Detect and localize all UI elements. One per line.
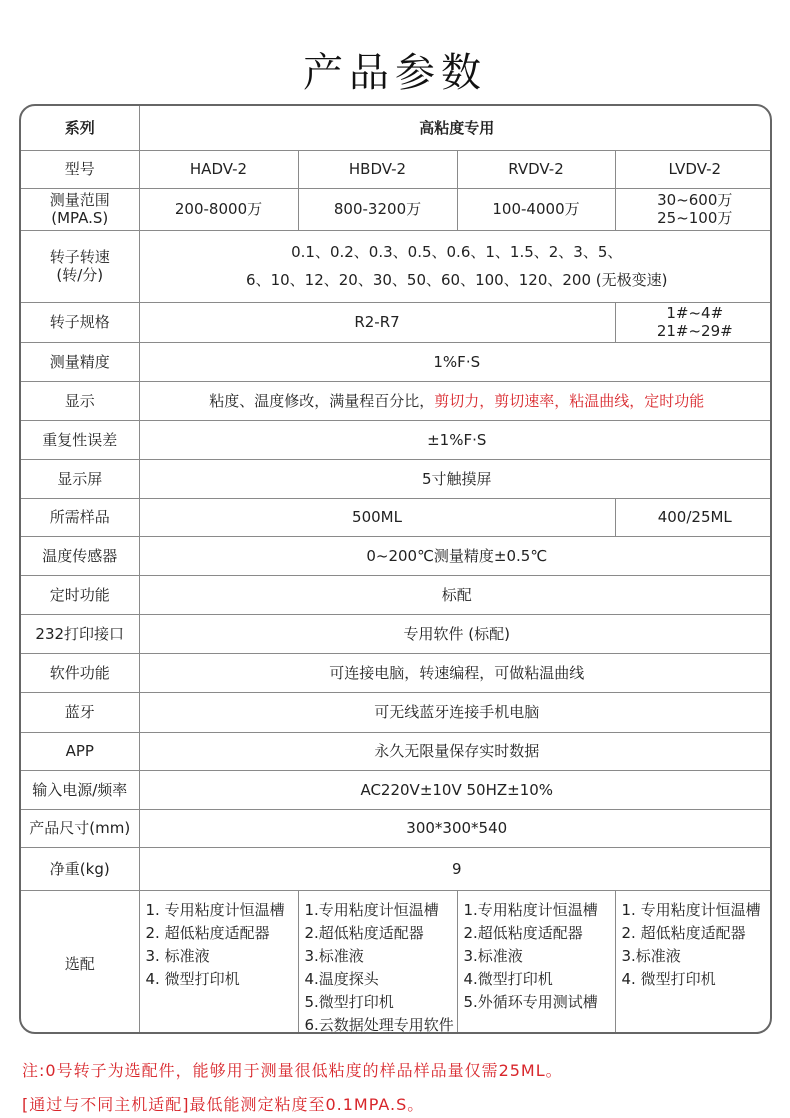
row-software [21,653,772,692]
row-weight [21,847,772,890]
power-value: AC220V±10V 50HZ±10% [139,770,772,809]
option-item: 4. 微型打印机 [621,969,716,988]
option-item: 1.专用粘度计恒温槽 [304,900,439,919]
size-label: 产品尺寸(mm) [21,809,139,847]
option-item: 1. 专用粘度计恒温槽 [145,900,285,919]
screen-value: 5寸触摸屏 [139,459,772,498]
range-label: 测量范围 (MPA.S) [21,188,139,230]
bluetooth-value: 可无线蓝牙连接手机电脑 [139,692,772,732]
accuracy-value: 1%F·S [139,342,772,381]
timer-value: 标配 [139,575,772,614]
rotor-lvdv: 1#~4# 21#~29# [615,302,772,342]
screen-label: 显示屏 [21,459,139,498]
parameter-table [19,104,772,1034]
row-power [21,770,772,809]
weight-value: 9 [139,847,772,890]
display-red-text: 剪切力，剪切速率，粘温曲线，定时功能 [434,391,705,410]
repeat-label: 重复性误差 [21,420,139,459]
row-rotor [21,302,772,342]
range-rvdv: 100-4000万 [457,188,615,230]
display-label: 显示 [21,381,139,420]
row-display [21,381,772,420]
model-lvdv: LVDV-2 [615,150,772,188]
app-label: APP [21,732,139,770]
option-item: 3.标准液 [463,946,523,965]
options-hadv [139,890,298,1034]
sample-value: 500ML [139,498,615,536]
row-print-port [21,614,772,653]
row-repeat [21,420,772,459]
option-item: 2.超低粘度适配器 [463,923,583,942]
row-model [21,150,772,188]
option-item: 3.标准液 [621,946,681,965]
options-hbdv [298,890,457,1034]
display-value [139,381,772,420]
software-label: 软件功能 [21,653,139,692]
timer-label: 定时功能 [21,575,139,614]
note-adapter: [通过与不同主机适配]最低能测定粘度至0.1MPA.S。 [22,1095,425,1114]
rotor-label: 转子规格 [21,302,139,342]
option-item: 6.云数据处理专用软件 [304,1015,454,1034]
option-item: 2. 超低粘度适配器 [145,923,270,942]
row-sample [21,498,772,536]
option-item: 3.标准液 [304,946,364,965]
size-value: 300*300*540 [139,809,772,847]
bluetooth-label: 蓝牙 [21,692,139,732]
row-temp-sensor [21,536,772,575]
row-options [21,890,772,1034]
row-size [21,809,772,847]
row-app [21,732,772,770]
sample-lvdv: 400/25ML [615,498,772,536]
software-value: 可连接电脑，转速编程，可做粘温曲线 [139,653,772,692]
option-item: 4.温度探头 [304,969,379,988]
temp-sensor-value: 0~200℃测量精度±0.5℃ [139,536,772,575]
options-label: 选配 [21,890,139,1034]
options-lvdv [615,890,772,1034]
option-item: 1.专用粘度计恒温槽 [463,900,598,919]
note-rotor-zero: 注:0号转子为选配件，能够用于测量很低粘度的样品样品量仅需25ML。 [22,1061,563,1080]
row-accuracy [21,342,772,381]
repeat-value: ±1%F·S [139,420,772,459]
range-hadv: 200-8000万 [139,188,298,230]
option-item: 3. 标准液 [145,946,210,965]
row-timer [21,575,772,614]
series-value: 高粘度专用 [139,106,772,150]
model-hbdv: HBDV-2 [298,150,457,188]
model-rvdv: RVDV-2 [457,150,615,188]
option-item: 2. 超低粘度适配器 [621,923,746,942]
option-item: 5.微型打印机 [304,992,394,1011]
print-port-label: 232打印接口 [21,614,139,653]
speed-value: 0.1、0.2、0.3、0.5、0.6、1、1.5、2、3、5、 6、10、12、20、30、50、60、100、120、200 (无极变速) [139,230,772,302]
options-rvdv [457,890,615,1034]
option-item: 4. 微型打印机 [145,969,240,988]
option-item: 4.微型打印机 [463,969,553,988]
option-item: 1. 专用粘度计恒温槽 [621,900,761,919]
option-item: 5.外循环专用测试槽 [463,992,598,1011]
rotor-value: R2-R7 [139,302,615,342]
row-bluetooth [21,692,772,732]
row-range [21,188,772,230]
model-hadv: HADV-2 [139,150,298,188]
range-hbdv: 800-3200万 [298,188,457,230]
range-lvdv: 30~600万 25~100万 [615,188,772,230]
speed-label: 转子转速 (转/分) [21,230,139,302]
option-item: 2.超低粘度适配器 [304,923,424,942]
power-label: 输入电源/频率 [21,770,139,809]
sample-label: 所需样品 [21,498,139,536]
print-port-value: 专用软件 (标配) [139,614,772,653]
row-screen [21,459,772,498]
app-value: 永久无限量保存实时数据 [139,732,772,770]
series-label: 系列 [21,106,139,150]
display-black-text: 粘度、温度修改，满量程百分比， [209,391,435,410]
row-speed [21,230,772,302]
accuracy-label: 测量精度 [21,342,139,381]
row-series [21,106,772,150]
page-title: 产品参数 [303,49,487,96]
temp-sensor-label: 温度传感器 [21,536,139,575]
weight-label: 净重(kg) [21,847,139,890]
model-label: 型号 [21,150,139,188]
